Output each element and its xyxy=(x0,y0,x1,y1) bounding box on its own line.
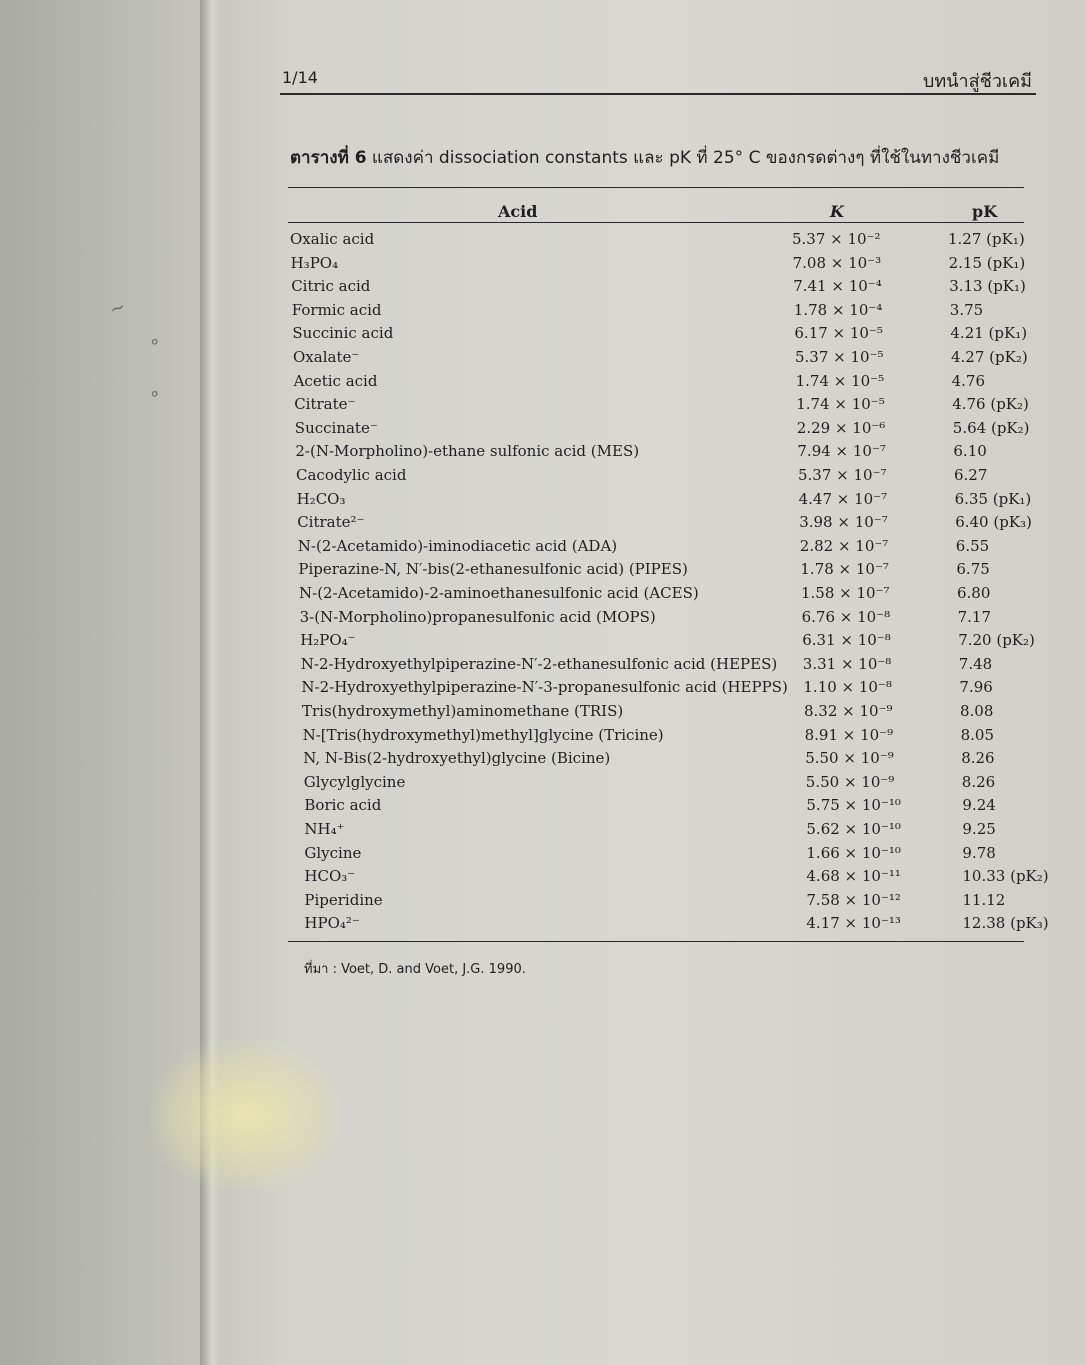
pk-value: 7.20 (pK₂) xyxy=(958,631,1035,650)
acid-name: H₃PO₄ xyxy=(290,253,339,272)
pk-value: 4.76 (pK₂) xyxy=(952,395,1029,414)
pk-value: 4.27 (pK₂) xyxy=(951,348,1028,366)
k-value: 7.41 × 10⁻⁴ xyxy=(793,277,882,296)
k-value: 1.78 × 10⁻⁴ xyxy=(793,300,883,319)
k-value: 5.37 × 10⁻⁷ xyxy=(798,466,887,484)
pk-value: 6.55 xyxy=(955,536,990,555)
pk-value: 11.12 xyxy=(962,890,1006,909)
acid-name: 3-(N-Morpholino)propanesulfonic acid (MOPS) xyxy=(299,607,656,626)
table-row xyxy=(304,867,1049,890)
pk-value: 7.48 xyxy=(958,654,993,673)
table-row xyxy=(298,560,1038,583)
pk-value: 4.21 (pK₁) xyxy=(950,324,1028,343)
pk-value: 10.33 (pK₂) xyxy=(962,867,1049,886)
acid-name: N-2-Hydroxyethylpiperazine-N′-2-ethanesulfonic acid (HEPES) xyxy=(300,654,778,673)
table-row xyxy=(304,796,1044,819)
acid-name: Oxalic acid xyxy=(290,230,375,248)
pk-value: 3.13 (pK₁) xyxy=(949,277,1026,296)
k-value: 1.78 × 10⁻⁷ xyxy=(800,560,889,579)
pk-value: 6.40 (pK₃) xyxy=(955,513,1032,532)
acid-name: Glycine xyxy=(304,843,362,862)
k-value: 7.08 × 10⁻³ xyxy=(792,253,882,272)
pk-value: 9.25 xyxy=(962,820,996,838)
table-header-rule xyxy=(288,222,1024,223)
k-value: 1.74 × 10⁻⁵ xyxy=(796,395,885,414)
acid-name: HPO₄²⁻ xyxy=(304,914,360,933)
table-row xyxy=(293,348,1033,371)
acid-name: Acetic acid xyxy=(293,371,378,390)
k-value: 2.29 × 10⁻⁶ xyxy=(796,418,886,437)
table-row xyxy=(303,726,1043,749)
table-top-rule xyxy=(288,187,1024,188)
table-caption-label: ตารางที่ 6 xyxy=(290,148,367,168)
table-row xyxy=(304,844,1044,867)
k-value: 5.75 × 10⁻¹⁰ xyxy=(806,796,901,815)
chapter-title: บทนำสู่ชีวเคมี xyxy=(922,71,1032,92)
pk-value: 6.10 xyxy=(953,442,987,461)
table-caption-text: แสดงค่า dissociation constants และ pK ที่ 25° C ของกรดต่างๆ ที่ใช้ในทางชีวเคมี xyxy=(366,148,1000,168)
k-value: 4.68 × 10⁻¹¹ xyxy=(806,867,901,886)
pk-value: 7.96 xyxy=(959,678,993,697)
table-row xyxy=(301,655,1041,678)
table-row xyxy=(304,820,1044,843)
table-bottom-rule xyxy=(288,941,1024,942)
acid-name: N-(2-Acetamido)-2-aminoethanesulfonic acid (ACES) xyxy=(299,584,699,602)
acid-name: Formic acid xyxy=(291,300,382,319)
acid-name: Succinic acid xyxy=(292,324,394,343)
acid-name: Glycylglycine xyxy=(303,772,406,791)
k-value: 5.50 × 10⁻⁹ xyxy=(805,772,895,791)
k-value: 3.31 × 10⁻⁸ xyxy=(802,654,892,673)
table-row xyxy=(290,230,1030,253)
paper-stain xyxy=(150,1040,340,1190)
k-value: 5.37 × 10⁻⁵ xyxy=(795,348,884,366)
table-source: ที่มา : Voet, D. and Voet, J.G. 1990. xyxy=(304,962,526,977)
pk-value: 8.26 xyxy=(961,772,996,791)
table-row xyxy=(304,773,1044,796)
table-row xyxy=(295,442,1035,465)
k-value: 4.47 × 10⁻⁷ xyxy=(798,489,888,508)
k-value: 5.50 × 10⁻⁹ xyxy=(805,749,894,768)
acid-name: Tris(hydroxymethyl)aminomethane (TRIS) xyxy=(302,702,624,720)
acid-name: N-[Tris(hydroxymethyl)methyl]glycine (Tricine) xyxy=(302,725,664,744)
table-row xyxy=(303,749,1043,772)
acid-name: Piperidine xyxy=(304,890,383,909)
acid-name: Citrate²⁻ xyxy=(297,513,365,532)
acid-name: Citric acid xyxy=(291,277,371,296)
header-k: K xyxy=(830,202,844,221)
acid-name: N-(2-Acetamido)-iminodiacetic acid (ADA) xyxy=(297,536,618,555)
acid-name: N-2-Hydroxyethylpiperazine-N′-3-propanesulfonic acid (HEPPS) xyxy=(301,678,788,697)
k-value: 4.17 × 10⁻¹³ xyxy=(806,914,901,933)
k-value: 1.58 × 10⁻⁷ xyxy=(801,584,890,602)
k-value: 5.62 × 10⁻¹⁰ xyxy=(806,820,901,838)
k-value: 7.94 × 10⁻⁷ xyxy=(797,442,886,461)
table-row xyxy=(292,301,1032,324)
pencil-mark-3: ° xyxy=(148,387,165,410)
acid-name: Boric acid xyxy=(304,796,382,815)
document-page xyxy=(220,0,1086,1365)
header-acid: Acid xyxy=(498,202,538,221)
k-value: 1.74 × 10⁻⁵ xyxy=(795,371,885,390)
pk-value: 12.38 (pK₃) xyxy=(962,914,1049,933)
acid-name: HCO₃⁻ xyxy=(304,867,356,886)
pk-value: 4.76 xyxy=(951,371,985,390)
acid-name: Cacodylic acid xyxy=(296,466,407,484)
table-row xyxy=(301,678,1041,701)
pk-value: 3.75 xyxy=(949,300,984,319)
acid-name: H₂PO₄⁻ xyxy=(300,631,356,650)
table-row xyxy=(295,419,1035,442)
k-value: 2.82 × 10⁻⁷ xyxy=(799,536,889,555)
table-row xyxy=(291,277,1031,300)
table-row xyxy=(294,395,1034,418)
pk-value: 6.35 (pK₁) xyxy=(954,489,1032,508)
pk-value: 6.27 xyxy=(954,466,988,484)
table-row xyxy=(302,702,1042,725)
pk-value: 8.08 xyxy=(960,702,994,720)
pk-value: 9.78 xyxy=(962,843,996,862)
page-number: 1/14 xyxy=(282,68,318,87)
table-row xyxy=(300,608,1040,631)
table-row xyxy=(291,254,1031,277)
pk-value: 8.05 xyxy=(960,725,994,744)
table-row xyxy=(294,372,1034,395)
table-caption xyxy=(290,144,999,171)
table-row xyxy=(297,490,1037,513)
pk-value: 6.75 xyxy=(956,560,990,579)
acid-name: Succinate⁻ xyxy=(294,418,378,437)
table-row xyxy=(297,513,1037,536)
pencil-mark-2: ° xyxy=(148,335,165,358)
acid-name: 2-(N-Morpholino)-ethane sulfonic acid (MES) xyxy=(295,442,640,461)
k-value: 8.32 × 10⁻⁹ xyxy=(804,702,893,720)
pk-value: 9.24 xyxy=(962,796,996,815)
k-value: 1.66 × 10⁻¹⁰ xyxy=(806,843,901,862)
acid-name: NH₄⁺ xyxy=(304,820,345,838)
acid-name: N, N-Bis(2-hydroxyethyl)glycine (Bicine) xyxy=(303,749,611,768)
k-value: 1.10 × 10⁻⁸ xyxy=(803,678,892,697)
pencil-mark-1: ~ xyxy=(106,296,129,321)
k-value: 6.17 × 10⁻⁵ xyxy=(794,324,883,343)
k-value: 6.31 × 10⁻⁸ xyxy=(802,631,891,650)
acid-name: Piperazine-N, N′-bis(2-ethanesulfonic acid) (PIPES) xyxy=(298,560,688,579)
k-value: 3.98 × 10⁻⁷ xyxy=(799,513,888,532)
k-value: 7.58 × 10⁻¹² xyxy=(806,890,901,909)
acid-name: H₂CO₃ xyxy=(296,489,346,508)
table-row xyxy=(292,324,1032,347)
pk-value: 2.15 (pK₁) xyxy=(948,253,1026,272)
table-row xyxy=(299,584,1039,607)
k-value: 8.91 × 10⁻⁹ xyxy=(804,725,894,744)
pk-value: 6.80 xyxy=(957,584,991,602)
pk-value: 1.27 (pK₁) xyxy=(948,230,1025,248)
table-row xyxy=(296,466,1036,489)
pk-value: 7.17 xyxy=(957,607,991,626)
pk-value: 8.26 xyxy=(961,749,995,768)
table-row xyxy=(298,537,1038,560)
header-rule xyxy=(280,93,1036,95)
acid-name: Citrate⁻ xyxy=(294,395,356,414)
table-row xyxy=(300,631,1040,654)
header-pk: pK xyxy=(972,202,998,221)
k-value: 6.76 × 10⁻⁸ xyxy=(801,607,891,626)
pk-value: 5.64 (pK₂) xyxy=(952,418,1030,437)
table-row xyxy=(304,914,1049,937)
table-row xyxy=(304,891,1044,914)
k-value: 5.37 × 10⁻² xyxy=(792,230,881,248)
acid-name: Oxalate⁻ xyxy=(293,348,360,366)
